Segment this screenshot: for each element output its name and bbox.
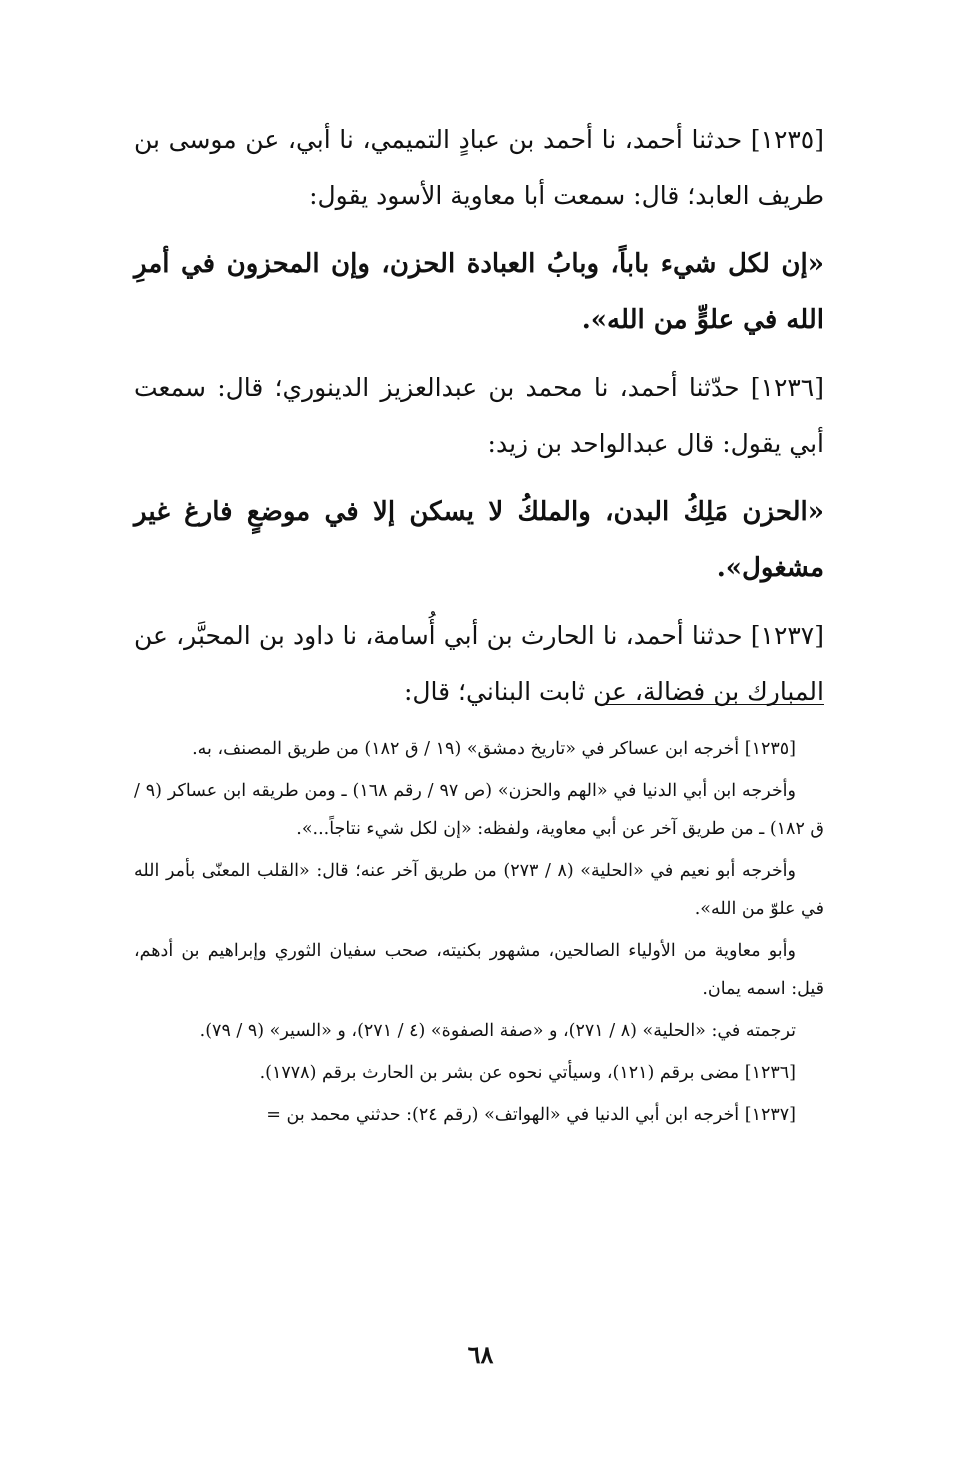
narration-1237: [١٢٣٧] حدثنا أحمد، نا الحارث بن أبي أُسامة، نا داود بن المحبَّر، عن المبارك بن فضالة، عن ثابت البناني؛ قال: [134, 621, 824, 706]
footnote-1235-biography: ترجمته في: «الحلية» (٨ / ٢٧١)، و «صفة الصفوة» (٤ / ٢٧١)، و «السير» (٩ / ٧٩). [199, 1021, 796, 1041]
footnote-separator [606, 704, 824, 705]
footnote-1237: [١٢٣٧] أخرجه ابن أبي الدنيا في «الهواتف» (رقم ٢٤): حدثني محمد بن = [266, 1105, 796, 1125]
footnote-1235-ibn-abi-dunya: وأخرجه ابن أبي الدنيا في «الهم والحزن» (ص ٩٧ / رقم ١٦٨) ـ ومن طريقه ابن عساكر (٩ / ق ١٨٢) ـ من طريق آخر عن أبي معاوية، ولفظه: «إن لكل شيء نتاجاً...». [134, 781, 824, 839]
narration-1236: [١٢٣٦] حدّثنا أحمد، نا محمد بن عبدالعزيز الدينوري؛ قال: سمعت أبي يقول: قال عبدالواحد بن زيد: [134, 373, 824, 458]
main-text [134, 112, 824, 732]
footnote-1235-abu-nuaym: وأخرجه أبو نعيم في «الحلية» (٨ / ٢٧٣) من طريق آخر عنه؛ قال: «القلب المعنّى بأمر الله في علوّ من الله». [134, 861, 824, 919]
footnote-1236: [١٢٣٦] مضى برقم (١٢١)، وسيأتي نحوه عن بشر بن الحارث برقم (١٧٧٨). [259, 1063, 796, 1083]
footnote-1235-abu-muawiya: وأبو معاوية من الأولياء الصالحين، مشهور بكنيته، صحب سفيان الثوري وإبراهيم بن أدهم، قيل: اسمه يمان. [134, 941, 824, 999]
page-number: ٦٨ [467, 1340, 494, 1369]
quote-1235: «إن لكل شيء باباً، وبابُ العبادة الحزن، وإن المحزون في أمرِ الله في علوٍّ من الله». [134, 249, 824, 335]
footnote-1235: [١٢٣٥] أخرجه ابن عساكر في «تاريخ دمشق» (١٩ / ق ١٨٢) من طريق المصنف، به. [192, 739, 796, 759]
quote-1236: «الحزن مَلِكُ البدن، والملكُ لا يسكن إلا في موضعٍ فارغ غير مشغول». [134, 497, 824, 583]
narration-1235: [١٢٣٥] حدثنا أحمد، نا أحمد بن عبادٍ التميمي، نا أبي، عن موسى بن طريف العابد؛ قال: سمعت أبا معاوية الأسود يقول: [134, 125, 824, 210]
footnotes [134, 730, 824, 1138]
